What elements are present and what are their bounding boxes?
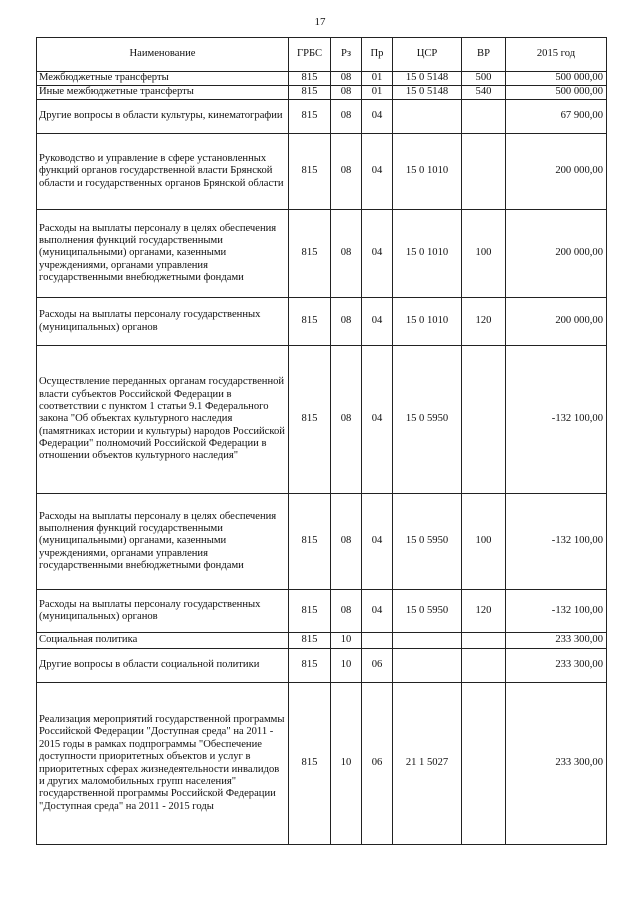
cell-amount: 233 300,00 bbox=[506, 649, 607, 683]
cell-pr: 04 bbox=[362, 134, 393, 210]
cell-vr bbox=[462, 649, 506, 683]
cell-amount: 500 000,00 bbox=[506, 72, 607, 86]
cell-name: Реализация мероприятий государственной программы Российской Федерации "Доступная среда" на 2011 - 2015 годы в рамках подпрограммы "Обеспечение доступности приоритетных объектов и услуг в приоритетных сферах жизнедеятельности инвалидов и других маломобильных групп населения" государственной программы Российской Федерации "Доступная среда" на 2011 - 2015 годы bbox=[37, 683, 289, 845]
cell-rz: 08 bbox=[331, 86, 362, 100]
cell-vr: 120 bbox=[462, 590, 506, 633]
cell-grbs: 815 bbox=[289, 210, 331, 298]
cell-name: Социальная политика bbox=[37, 633, 289, 649]
cell-name: Другие вопросы в области социальной политики bbox=[37, 649, 289, 683]
table-row bbox=[37, 346, 607, 494]
header-csr: ЦСР bbox=[393, 38, 462, 72]
cell-grbs: 815 bbox=[289, 649, 331, 683]
cell-grbs: 815 bbox=[289, 683, 331, 845]
cell-rz: 08 bbox=[331, 346, 362, 494]
cell-pr bbox=[362, 633, 393, 649]
cell-vr: 100 bbox=[462, 494, 506, 590]
cell-amount: 233 300,00 bbox=[506, 683, 607, 845]
cell-csr: 15 0 1010 bbox=[393, 298, 462, 346]
header-pr: Пр bbox=[362, 38, 393, 72]
cell-grbs: 815 bbox=[289, 590, 331, 633]
cell-rz: 08 bbox=[331, 494, 362, 590]
table-row bbox=[37, 210, 607, 298]
cell-vr bbox=[462, 683, 506, 845]
table-row bbox=[37, 649, 607, 683]
cell-amount: -132 100,00 bbox=[506, 494, 607, 590]
cell-rz: 08 bbox=[331, 590, 362, 633]
cell-vr bbox=[462, 346, 506, 494]
cell-csr: 15 0 5950 bbox=[393, 494, 462, 590]
cell-grbs: 815 bbox=[289, 346, 331, 494]
cell-grbs: 815 bbox=[289, 134, 331, 210]
cell-amount: 200 000,00 bbox=[506, 210, 607, 298]
cell-pr: 06 bbox=[362, 649, 393, 683]
cell-rz: 10 bbox=[331, 683, 362, 845]
cell-rz: 08 bbox=[331, 134, 362, 210]
cell-name: Расходы на выплаты персоналу в целях обеспечения выполнения функций государственными (муниципальными) органами, казенными учреждениями, органами управления государственными внебюджетными фондами bbox=[37, 210, 289, 298]
cell-grbs: 815 bbox=[289, 100, 331, 134]
cell-rz: 08 bbox=[331, 210, 362, 298]
cell-vr bbox=[462, 633, 506, 649]
cell-name: Расходы на выплаты персоналу государственных (муниципальных) органов bbox=[37, 298, 289, 346]
cell-name: Другие вопросы в области культуры, кинематографии bbox=[37, 100, 289, 134]
table-row bbox=[37, 86, 607, 100]
cell-vr bbox=[462, 100, 506, 134]
cell-grbs: 815 bbox=[289, 494, 331, 590]
cell-rz: 10 bbox=[331, 649, 362, 683]
cell-pr: 04 bbox=[362, 210, 393, 298]
table-row bbox=[37, 298, 607, 346]
cell-name: Руководство и управление в сфере установленных функций органов государственной власти Брянской области и государственных органов Брянской области bbox=[37, 134, 289, 210]
cell-csr: 15 0 5148 bbox=[393, 86, 462, 100]
table-row bbox=[37, 633, 607, 649]
header-amount: 2015 год bbox=[506, 38, 607, 72]
cell-name: Осуществление переданных органам государственной власти субъектов Российской Федерации в соответствии с пунктом 1 статьи 9.1 Федерального закона "Об объектах культурного наследия (памятниках истории и культуры) народов Российской Федерации" полномочий Российской Федерации в отношении объектов культурного наследия" bbox=[37, 346, 289, 494]
table-row bbox=[37, 100, 607, 134]
cell-name: Расходы на выплаты персоналу в целях обеспечения выполнения функций государственными (муниципальными) органами, казенными учреждениями, органами управления государственными внебюджетными фондами bbox=[37, 494, 289, 590]
table-row bbox=[37, 683, 607, 845]
cell-amount: 200 000,00 bbox=[506, 298, 607, 346]
cell-grbs: 815 bbox=[289, 298, 331, 346]
cell-pr: 01 bbox=[362, 86, 393, 100]
cell-csr: 15 0 1010 bbox=[393, 210, 462, 298]
cell-csr bbox=[393, 649, 462, 683]
header-grbs: ГРБС bbox=[289, 38, 331, 72]
table-header-row bbox=[37, 38, 607, 72]
cell-amount: 500 000,00 bbox=[506, 86, 607, 100]
cell-amount: 67 900,00 bbox=[506, 100, 607, 134]
cell-amount: -132 100,00 bbox=[506, 590, 607, 633]
cell-grbs: 815 bbox=[289, 72, 331, 86]
table-row bbox=[37, 134, 607, 210]
page-number: 17 bbox=[314, 16, 326, 28]
cell-rz: 08 bbox=[331, 298, 362, 346]
cell-pr: 04 bbox=[362, 346, 393, 494]
cell-rz: 10 bbox=[331, 633, 362, 649]
header-vr: ВР bbox=[462, 38, 506, 72]
cell-pr: 04 bbox=[362, 298, 393, 346]
cell-name: Иные межбюджетные трансферты bbox=[37, 86, 289, 100]
budget-table bbox=[36, 37, 607, 845]
cell-grbs: 815 bbox=[289, 633, 331, 649]
cell-vr bbox=[462, 134, 506, 210]
cell-csr: 15 0 5950 bbox=[393, 346, 462, 494]
cell-pr: 04 bbox=[362, 590, 393, 633]
header-rz: Рз bbox=[331, 38, 362, 72]
cell-amount: 200 000,00 bbox=[506, 134, 607, 210]
cell-csr bbox=[393, 633, 462, 649]
header-name: Наименование bbox=[37, 38, 289, 72]
cell-csr bbox=[393, 100, 462, 134]
cell-csr: 21 1 5027 bbox=[393, 683, 462, 845]
table-row bbox=[37, 494, 607, 590]
cell-pr: 04 bbox=[362, 494, 393, 590]
cell-amount: -132 100,00 bbox=[506, 346, 607, 494]
table-row bbox=[37, 72, 607, 86]
cell-pr: 01 bbox=[362, 72, 393, 86]
cell-vr: 120 bbox=[462, 298, 506, 346]
cell-name: Расходы на выплаты персоналу государственных (муниципальных) органов bbox=[37, 590, 289, 633]
cell-rz: 08 bbox=[331, 72, 362, 86]
cell-vr: 540 bbox=[462, 86, 506, 100]
cell-amount: 233 300,00 bbox=[506, 633, 607, 649]
cell-vr: 500 bbox=[462, 72, 506, 86]
cell-csr: 15 0 5950 bbox=[393, 590, 462, 633]
cell-grbs: 815 bbox=[289, 86, 331, 100]
cell-pr: 04 bbox=[362, 100, 393, 134]
cell-name: Межбюджетные трансферты bbox=[37, 72, 289, 86]
cell-csr: 15 0 5148 bbox=[393, 72, 462, 86]
table-row bbox=[37, 590, 607, 633]
cell-rz: 08 bbox=[331, 100, 362, 134]
cell-pr: 06 bbox=[362, 683, 393, 845]
cell-csr: 15 0 1010 bbox=[393, 134, 462, 210]
cell-vr: 100 bbox=[462, 210, 506, 298]
